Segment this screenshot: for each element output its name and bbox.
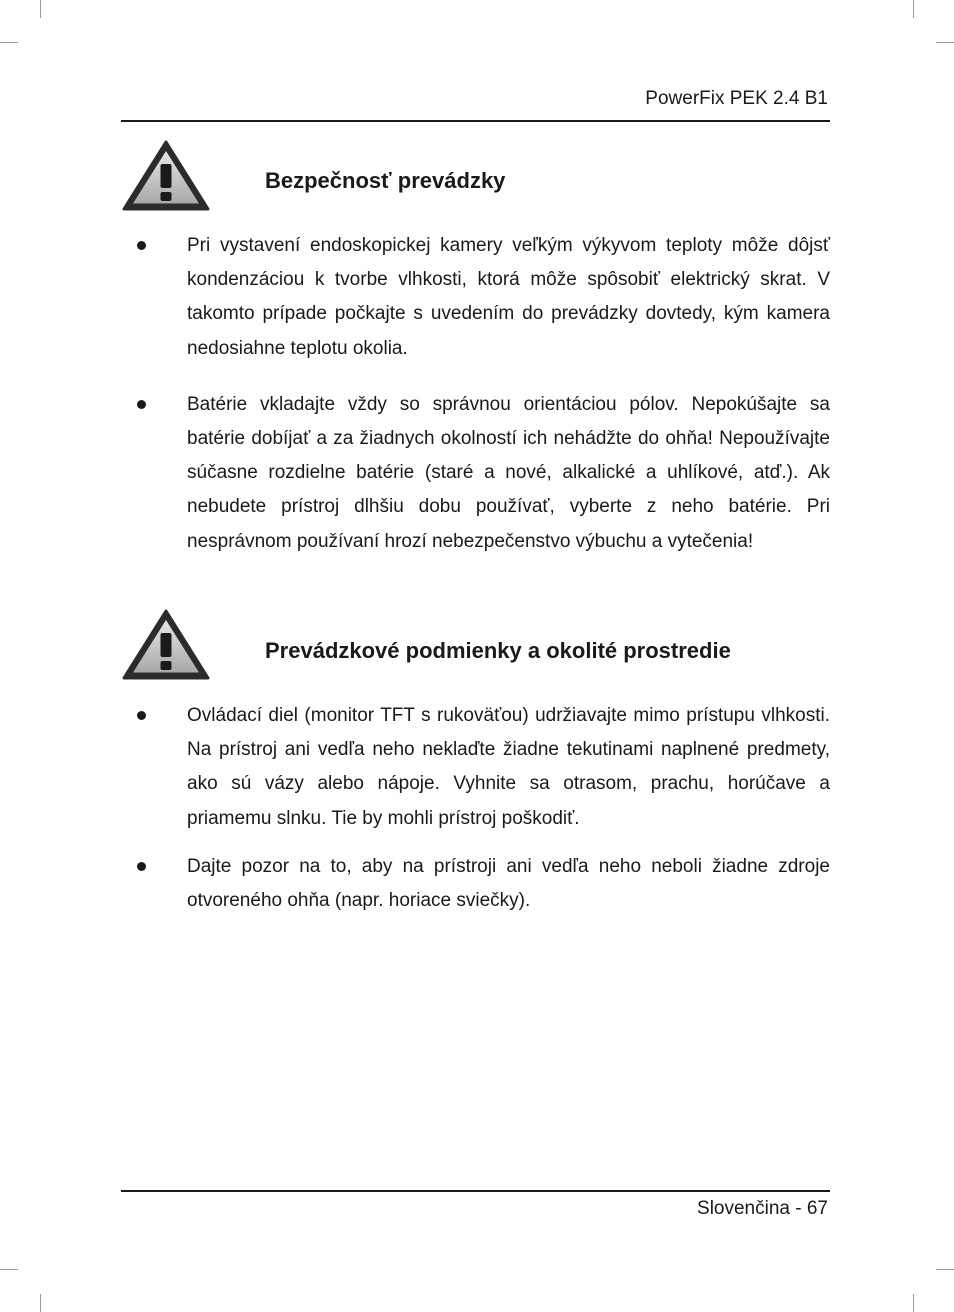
bullet-icon — [137, 241, 146, 250]
footer-rule — [121, 1190, 830, 1192]
bullet-list — [122, 699, 830, 918]
crop-mark — [0, 1269, 18, 1270]
crop-mark — [40, 0, 41, 18]
crop-mark — [936, 42, 954, 43]
section-heading-block — [122, 609, 832, 683]
section-heading-block — [122, 140, 832, 214]
list-item-text: Pri vystavení endoskopickej kamery veľkým výkyvom teploty môže dôjsť kondenzáciou k tvorbe vlhkosti, ktorá môže spôsobiť elektrický skrat. V takomto prípade počkajte s uvedením do prevádzky dovtedy, kým kamera nedosiahne teplotu okolia. — [187, 235, 830, 359]
crop-mark — [913, 1294, 914, 1312]
warning-triangle-icon — [122, 140, 210, 212]
list-item — [122, 388, 830, 559]
crop-mark — [936, 1269, 954, 1270]
list-item-text: Dajte pozor na to, aby na prístroji ani vedľa neho neboli žiadne zdroje otvoreného ohňa (napr. horiace sviečky). — [187, 855, 830, 912]
bullet-icon — [137, 862, 146, 871]
warning-triangle-icon — [122, 609, 210, 681]
bullet-icon — [137, 400, 146, 409]
running-header: PowerFix PEK 2.4 B1 — [645, 88, 828, 109]
header-rule — [121, 120, 830, 122]
list-item-text: Batérie vkladajte vždy so správnou orientáciou pólov. Nepokúšajte sa batérie dobíjať a za žiadnych okolností ich nehádžte do ohňa! Nepoužívajte súčasne rozdielne batérie (staré a nové, alkalické a uhlíkové, atď.). Ak nebudete prístroj dlhšiu dobu používať, vyberte z neho batérie. Pri nesprávnom používaní hrozí nebezpečenstvo výbuchu a vytečenia! — [187, 393, 830, 552]
list-item-text: Ovládací diel (monitor TFT s rukoväťou) udržiavajte mimo prístupu vlhkosti. Na prístroj ani vedľa neho neklaďte žiadne tekutinami naplnené predmety, ako sú vázy alebo nápoje. Vyhnite sa otrasom, prachu, horúčave a priamemu slnku. Tie by mohli prístroj poškodiť. — [187, 705, 830, 829]
list-item — [122, 229, 830, 366]
crop-mark — [0, 42, 18, 43]
page-footer: Slovenčina - 67 — [697, 1198, 828, 1219]
crop-mark — [40, 1294, 41, 1312]
list-item — [122, 699, 830, 836]
bullet-icon — [137, 711, 146, 720]
section-heading: Bezpečnosť prevádzky — [265, 168, 506, 193]
bullet-list — [122, 229, 830, 559]
list-item — [122, 850, 830, 918]
section-heading: Prevádzkové podmienky a okolité prostredie — [265, 638, 731, 663]
crop-mark — [913, 0, 914, 18]
